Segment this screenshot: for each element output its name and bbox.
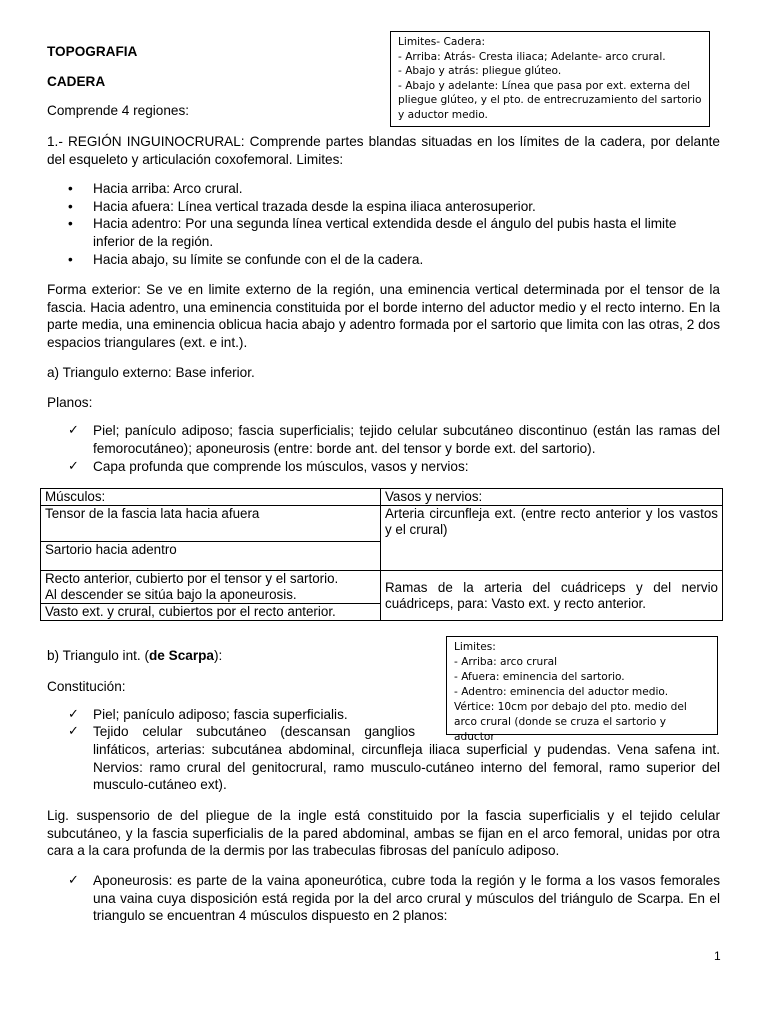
box-line: pliegue glúteo, y el pto. de entrecruzamiento del sartorio: [398, 94, 702, 107]
planos-item: Capa profunda que comprende los músculos, vasos y nervios:: [93, 459, 469, 474]
ligament-paragraph: Lig. suspensorio de del pliegue de la ingle está constituido por la fascia superficialis y el tejido celular subcutáneo, y la fascia superficialis de la pared abdominal, ambas se fijan en el arco femoral, unidas por otra cara a la cara profunda de la dermis por las trabeculas fibrosas del panículo adiposo.: [47, 808, 720, 858]
checkmark-icon: ✓: [68, 724, 79, 739]
table-cell: Vasto ext. y crural, cubiertos por el recto anterior.: [41, 604, 381, 621]
checkmark-icon: ✓: [68, 423, 79, 438]
table-cell-line: Recto anterior, cubierto por el tensor y el sartorio.: [45, 571, 339, 586]
muscles-vessels-table: [40, 488, 723, 621]
table-cell-line: Al descender se sitúa bajo la aponeurosis.: [45, 587, 297, 602]
checkmark-icon: ✓: [68, 459, 79, 474]
table-cell: [41, 571, 381, 604]
limit-item: Hacia abajo, su límite se confunde con el de la cadera.: [93, 252, 424, 267]
aponeurosis-item: Aponeurosis: es parte de la vaina aponeurótica, cubre toda la región y le forma a los vasos femorales una vaina cuya disposición está regida por la del arco crural y músculos del triángulo de Scarpa. En el triangulo se encuentran 4 músculos dispuesto en 2 planos:: [93, 873, 720, 923]
box-line: - Afuera: eminencia del sartorio.: [454, 671, 625, 683]
triangle-a-heading: a) Triangulo externo: Base inferior.: [47, 365, 255, 380]
limits-scarpa-box: [446, 636, 718, 743]
triangle-b-suffix: ):: [213, 648, 223, 663]
bullet-icon: •: [68, 199, 73, 214]
triangle-b-heading: [47, 647, 222, 665]
box-line: - Arriba: arco crural: [454, 656, 558, 668]
document-title: TOPOGRAFIA: [47, 44, 138, 59]
table-header-vessels: Vasos y nervios:: [381, 489, 723, 506]
box-line: y aductor medio.: [398, 108, 488, 121]
limit-item: Hacia arriba: Arco crural.: [93, 181, 243, 196]
constitucion-heading: Constitución:: [47, 679, 126, 694]
box-line: - Adentro: eminencia del aductor medio.: [454, 686, 669, 698]
region-paragraph: 1.- REGIÓN INGUINOCRURAL: Comprende partes blandas situadas en los límites de la cadera, por delante del esqueleto y articulación coxofemoral. Limites:: [47, 134, 720, 167]
bullet-icon: •: [68, 252, 73, 267]
checkmark-icon: ✓: [68, 873, 79, 888]
intro-text: Comprende 4 regiones:: [47, 103, 190, 118]
box-line: - Abajo y atrás: pliegue glúteo.: [398, 65, 562, 78]
limit-item: Hacia adentro: Por una segunda línea vertical extendida desde el ángulo del pubis hasta el limite inferior de la región.: [93, 216, 677, 249]
table-header-muscles: Músculos:: [41, 489, 381, 506]
planos-heading: Planos:: [47, 395, 93, 410]
limit-item: Hacia afuera: Línea vertical trazada desde la espina iliaca anterosuperior.: [93, 199, 536, 214]
limits-cadera-box: [390, 31, 710, 127]
checkmark-icon: ✓: [68, 707, 79, 722]
box-line: - Abajo y adelante: Línea que pasa por ext. externa del: [398, 79, 691, 92]
table-cell: Tensor de la fascia lata hacia afuera: [41, 506, 381, 542]
page-number: 1: [714, 949, 721, 963]
table-cell: Ramas de la arteria del cuádriceps y del nervio cuádriceps, para: Vasto ext. y recto anterior.: [381, 571, 723, 621]
constitucion-item: Piel; panículo adiposo; fascia superficialis.: [93, 707, 348, 722]
box-line: arco crural (donde se cruza el sartorio y aductor: [454, 716, 666, 743]
scarpa-bold: de Scarpa: [149, 648, 214, 663]
constitucion-item: Tejido celular subcutáneo (descansan ganglios: [93, 724, 415, 739]
forma-exterior-paragraph: Forma exterior: Se ve en limite externo de la región, una eminencia vertical determinada por el tensor de la fascia. Hacia adentro, una eminencia constituida por el borde interno del aductor medio y el recto interno. En la parte media, una eminencia oblicua hacia abajo y adentro formada por el sartorio que limita con las otras, 2 dos espacios triangulares (ext. e int.).: [47, 282, 720, 350]
planos-item: Piel; panículo adiposo; fascia superficialis; tejido celular subcutáneo discontinuo (están las ramas del femorocutáneo); aponeurosis (entre: borde ant. del tensor y borde ext. del sartorio).: [93, 423, 720, 456]
table-cell: Arteria circunfleja ext. (entre recto anterior y los vastos y el crural): [381, 506, 723, 571]
table-cell: Sartorio hacia adentro: [41, 542, 381, 571]
bullet-icon: •: [68, 216, 73, 231]
bullet-icon: •: [68, 181, 73, 196]
constitucion-continued: linfáticos, arterias: subcutánea abdominal, circunfleja iliaca superficial y pudendas. Vena safena int. Nervios: ramo crural del genitocrural, ramo musculo-cutáneo interno del femoral, ramo superior del musculo-cutáneo ext).: [93, 742, 720, 792]
box-line: Limites- Cadera:: [398, 36, 486, 48]
box-line: Vértice: 10cm por debajo del pto. medio del: [454, 701, 687, 713]
triangle-b-prefix: b) Triangulo int. (: [47, 648, 149, 663]
section-title: CADERA: [47, 74, 106, 89]
box-line: - Arriba: Atrás- Cresta iliaca; Adelante- arco crural.: [398, 50, 666, 63]
box-line: Limites:: [454, 641, 496, 653]
